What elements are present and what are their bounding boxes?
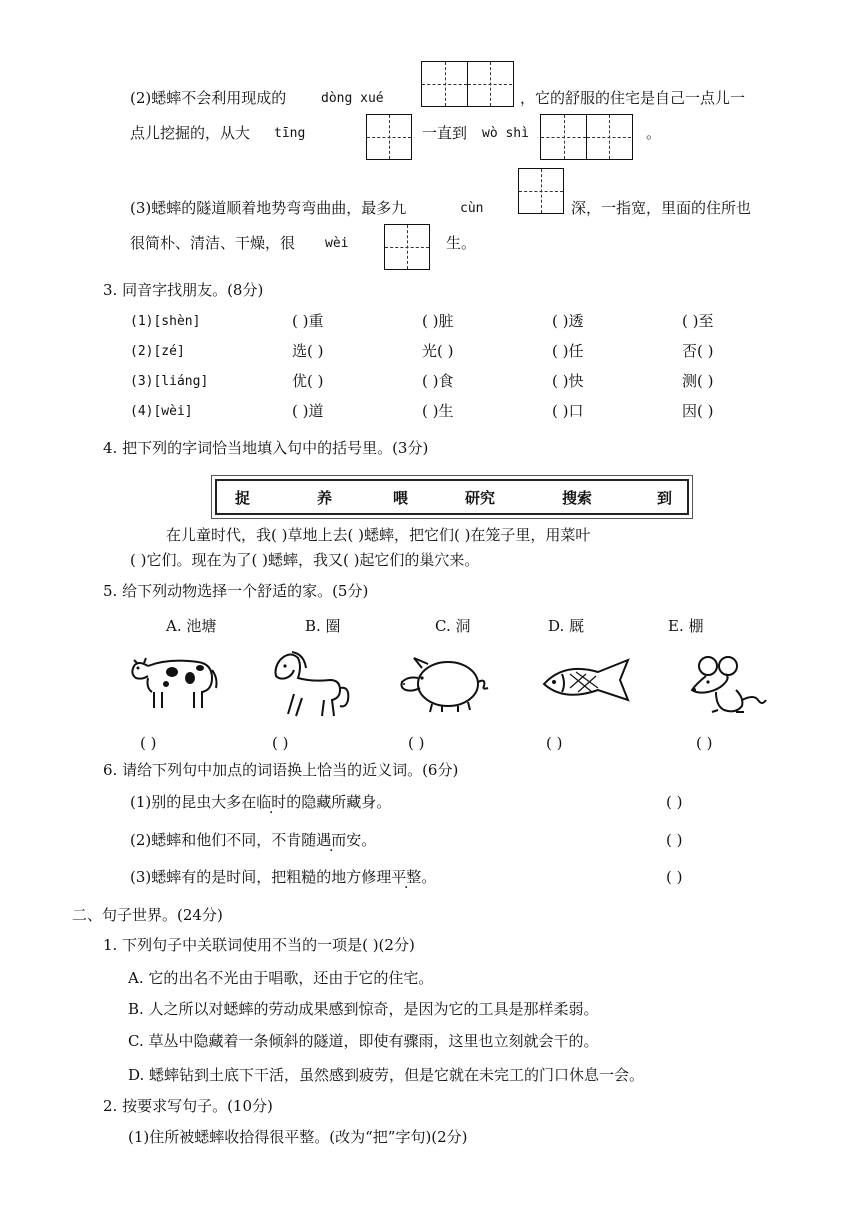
animal-answer-blank[interactable]: ( ) <box>272 734 289 752</box>
q2-text-4: 一直到 <box>422 124 468 142</box>
word-bank-item: 研究 <box>465 489 496 507</box>
homophone-label: (3)[liáng] <box>130 374 209 389</box>
animal-answer-blank[interactable]: ( ) <box>696 734 713 752</box>
answer-grid-dongxue[interactable] <box>421 61 514 107</box>
part2-q2-title: 2. 按要求写句子。(10分) <box>103 1097 273 1115</box>
animal-answer-blank[interactable]: ( ) <box>546 734 563 752</box>
part2-q1-title: 1. 下列句子中关联词使用不当的一项是( )(2分) <box>103 936 415 954</box>
synonym-pre: (2)蟋蟀和他们不同，不肯 <box>130 831 302 849</box>
horse-image <box>268 648 352 722</box>
option-d: D. 蟋蟀钻到土底下干活，虽然感到疲劳，但是它就在未完工的门口休息一会。 <box>128 1066 645 1084</box>
homophone-cell[interactable]: ( )任 <box>552 342 584 360</box>
homophone-label: (1)[shèn] <box>130 314 201 329</box>
synonym-item-2 <box>130 830 376 850</box>
dotted-word: 临时 <box>256 793 287 811</box>
animal-answer-blank[interactable]: ( ) <box>140 734 157 752</box>
q3-text-1: (3)蟋蟀的隧道顺着地势弯弯曲曲，最多九 <box>130 199 407 217</box>
q2-text-3: 点儿挖掘的，从大 <box>130 124 251 142</box>
q3-text-2: 深，一指宽，里面的住所也 <box>571 199 752 217</box>
homophone-cell[interactable]: ( )口 <box>552 402 584 420</box>
home-option: B. 圈 <box>305 617 341 635</box>
q2-text-end: 。 <box>646 124 662 142</box>
animal-answer-blank[interactable]: ( ) <box>408 734 425 752</box>
homophone-cell[interactable]: ( )重 <box>292 312 324 330</box>
option-a: A. 它的出名不光由于唱歌，还由于它的住宅。 <box>128 969 434 987</box>
synonym-item-3 <box>130 867 436 887</box>
home-option: D. 厩 <box>548 617 585 635</box>
section4-line1: 在儿童时代，我( )草地上去( )蟋蟀，把它们( )在笼子里，用菜叶 <box>166 526 591 544</box>
homophone-label: (4)[wèi] <box>130 404 193 419</box>
pig-image <box>398 652 490 714</box>
dotted-word: 随遇而安 <box>301 831 362 849</box>
synonym-pre: (1)别的昆虫大多在 <box>130 793 257 811</box>
homophone-cell[interactable]: 选( ) <box>292 342 324 360</box>
q3-text-3: 很简朴、清洁、干燥，很 <box>130 234 296 252</box>
homophone-cell[interactable]: 优( ) <box>292 372 324 390</box>
section4-title: 4. 把下列的字词恰当地填入句中的括号里。(3分) <box>103 439 429 457</box>
synonym-answer-blank[interactable]: ( ) <box>666 793 683 811</box>
homophone-label: (2)[zé] <box>130 344 185 359</box>
synonym-item-1 <box>130 792 391 812</box>
answer-grid-ting[interactable] <box>366 114 412 160</box>
homophone-cell[interactable]: 测( ) <box>682 372 714 390</box>
homophone-cell[interactable]: ( )道 <box>292 402 324 420</box>
q2-pinyin-dongxue: dòng xué <box>321 91 384 106</box>
synonym-post: 的隐藏所藏身。 <box>286 793 392 811</box>
homophone-cell[interactable]: ( )生 <box>422 402 454 420</box>
word-bank-item: 养 <box>317 489 333 507</box>
q3-text-4: 生。 <box>446 234 477 252</box>
homophone-cell[interactable]: ( )至 <box>682 312 714 330</box>
synonym-post: 。 <box>421 868 437 886</box>
word-bank-item: 到 <box>657 489 673 507</box>
section3-title: 3. 同音字找朋友。(8分) <box>103 281 264 299</box>
homophone-cell[interactable]: ( )快 <box>552 372 584 390</box>
section5-title: 5. 给下列动物选择一个舒适的家。(5分) <box>103 582 369 600</box>
part2-q2-item1: (1)住所被蟋蟀收拾得很平整。(改为“把”字句)(2分) <box>128 1128 468 1146</box>
part2-title: 二、句子世界。(24分) <box>72 906 223 924</box>
synonym-answer-blank[interactable]: ( ) <box>666 831 683 849</box>
homophone-cell[interactable]: ( )透 <box>552 312 584 330</box>
homophone-cell[interactable]: 否( ) <box>682 342 714 360</box>
q2-text-1: (2)蟋蟀不会利用现成的 <box>130 89 287 107</box>
home-option: A. 池塘 <box>166 617 217 635</box>
section6-title: 6. 请给下列句中加点的词语换上恰当的近义词。(6分) <box>103 761 459 779</box>
home-option: C. 洞 <box>435 617 471 635</box>
q2-pinyin-woshi: wò shì <box>482 126 529 141</box>
q2-pinyin-ting: tīng <box>274 126 306 141</box>
word-bank-item: 喂 <box>393 489 409 507</box>
mouse-image <box>688 654 768 716</box>
section4-line2: ( )它们。现在为了( )蟋蟀，我又( )起它们的巢穴来。 <box>130 551 480 569</box>
homophone-cell[interactable]: ( )食 <box>422 372 454 390</box>
synonym-pre: (3)蟋蟀有的是时间，把粗糙的地方修理 <box>130 868 392 886</box>
homophone-cell[interactable]: 因( ) <box>682 402 714 420</box>
homophone-cell[interactable]: 光( ) <box>422 342 454 360</box>
q3-pinyin-wei: wèi <box>325 236 349 251</box>
synonym-post: 。 <box>361 831 377 849</box>
answer-grid-cun[interactable] <box>518 168 564 214</box>
synonym-answer-blank[interactable]: ( ) <box>666 868 683 886</box>
word-bank-item: 捉 <box>235 489 251 507</box>
homophone-cell[interactable]: ( )脏 <box>422 312 454 330</box>
fish-image <box>540 658 632 702</box>
option-b: B. 人之所以对蟋蟀的劳动成果感到惊奇，是因为它的工具是那样柔弱。 <box>128 1000 599 1018</box>
word-bank-item: 搜索 <box>562 489 593 507</box>
option-c: C. 草丛中隐藏着一条倾斜的隧道，即使有骤雨，这里也立刻就会干的。 <box>128 1032 599 1050</box>
q2-text-2: ，它的舒服的住宅是自己一点儿一 <box>520 89 746 107</box>
q3-pinyin-cun: cùn <box>460 201 484 216</box>
answer-grid-woshi[interactable] <box>540 114 633 160</box>
answer-grid-wei[interactable] <box>384 224 430 270</box>
cow-image <box>128 648 220 712</box>
dotted-word: 平整 <box>391 868 422 886</box>
home-option: E. 棚 <box>668 617 704 635</box>
word-bank-box <box>215 479 689 515</box>
